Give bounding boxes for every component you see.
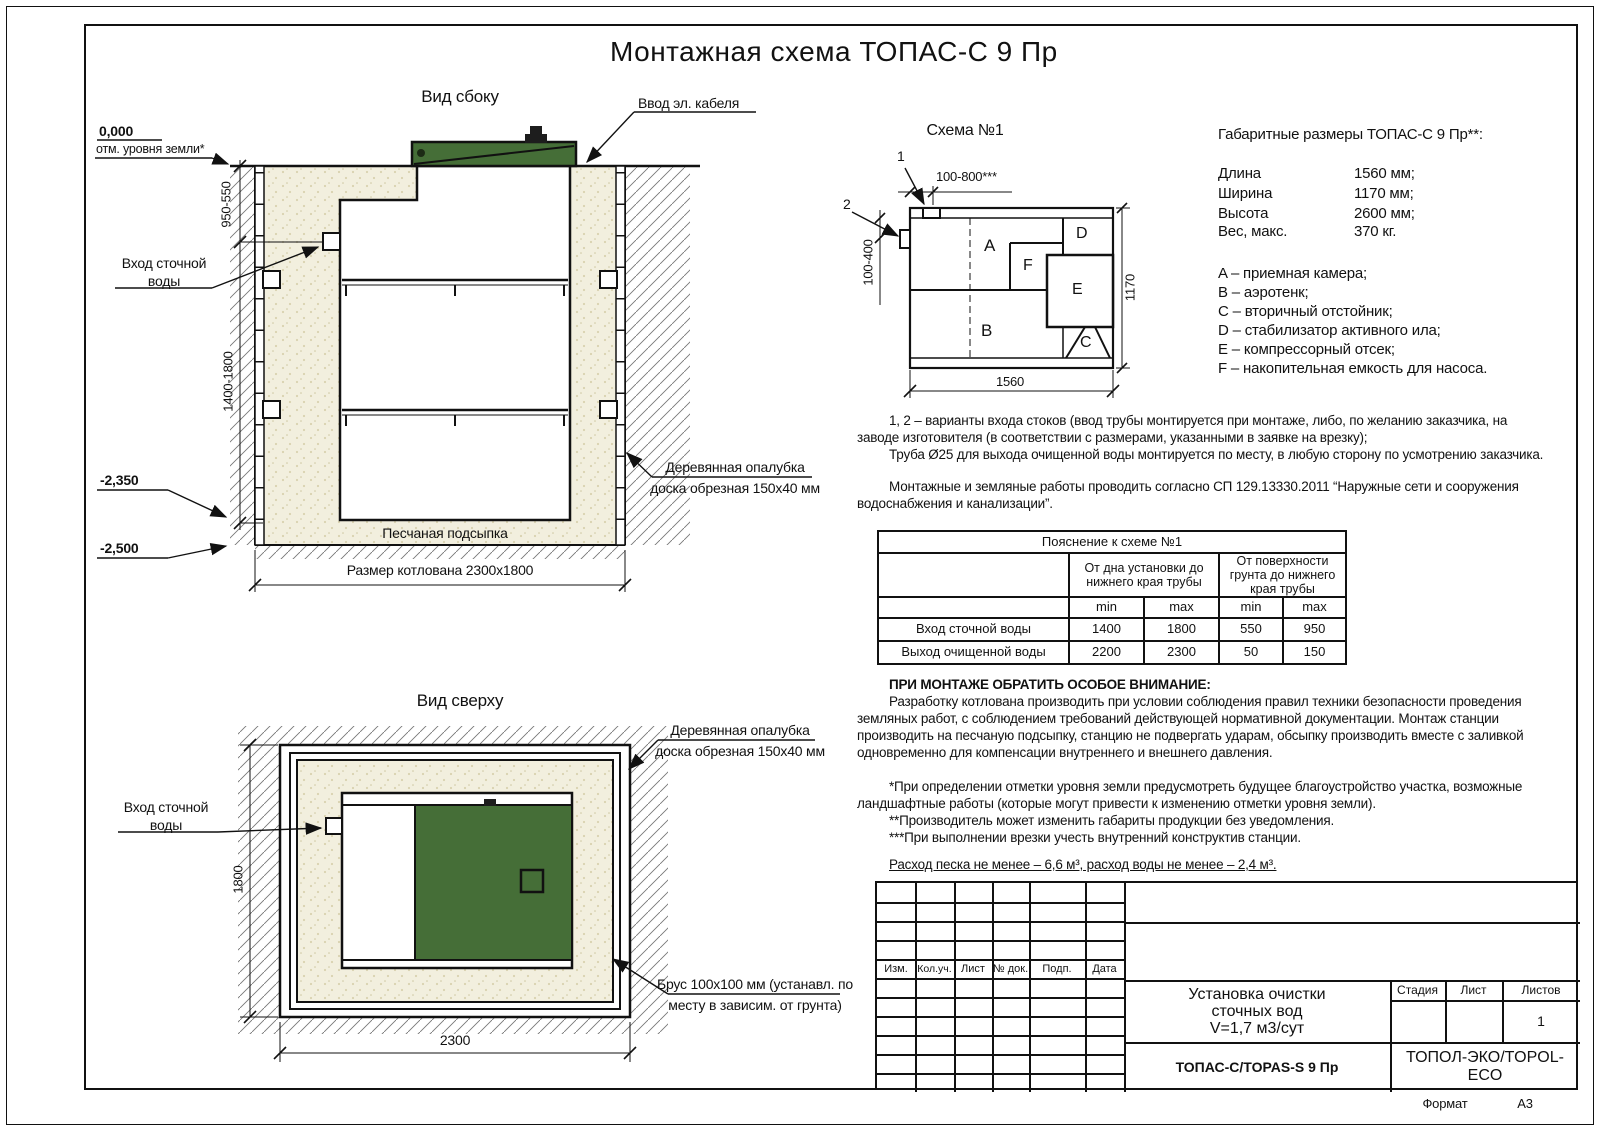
schema-label-d: D: [1076, 225, 1088, 242]
schema-drawing: [852, 168, 1130, 398]
mark-2500: -2,500: [100, 540, 139, 556]
legend-item: D – стабилизатор активного ила;: [1218, 322, 1441, 339]
note-paragraph: 1, 2 – варианты входа стоков (ввод трубы монтируется при монтаже, либо, по желанию заказчика, на заводе изготовителя (в соответствии с размерами, указанными в заявке на врезку);: [857, 413, 1508, 445]
rev-header-list: Лист: [961, 962, 985, 975]
company-name: ТОПОЛ-ЭКО/TOPOL-ECO: [1406, 1049, 1564, 1084]
note-paragraph: Монтажные и земляные работы проводить согласно СП 129.13330.2011 “Наружные сети и сооружения водоснабжения и канализации”.: [857, 479, 1519, 511]
doc-name: Установка очистки сточных вод V=1,7 м3/сут: [1188, 985, 1326, 1037]
sand-bedding-label: Песчаная подсыпка: [382, 525, 508, 541]
table-min-header: min: [1069, 597, 1144, 618]
spec-label: Высота: [1218, 205, 1269, 222]
spec-value: 1560 мм;: [1354, 165, 1415, 182]
table-row: [878, 641, 1346, 664]
inlet-label-side-2: воды: [147, 273, 181, 289]
specs-block: [1218, 126, 1578, 386]
schema-dim-top: 100-800***: [936, 169, 997, 184]
table-max-header: max: [1144, 597, 1219, 618]
notes-variants: [857, 412, 1551, 512]
side-view-drawing: [95, 112, 812, 592]
footnote: ***При выполнении врезки учесть внутренний конструктив станции.: [889, 830, 1301, 845]
beam-label-1: Брус 100x100 мм (устанавл. по: [657, 976, 853, 992]
page-title: Монтажная схема ТОПАС-С 9 Пр: [610, 36, 1058, 67]
footnote: **Производитель может изменить габариты продукции без уведомления.: [889, 813, 1335, 828]
table-min-header: min: [1219, 597, 1283, 618]
table-corner-cell: [878, 553, 1069, 597]
row-value: 950: [1283, 618, 1346, 641]
table-row: [878, 618, 1346, 641]
notes-footnotes: [857, 778, 1551, 846]
notes-attention: [857, 676, 1551, 761]
tank-lid-top: [415, 805, 572, 960]
schema-title: Схема №1: [926, 122, 1004, 139]
table-empty-cell: [878, 597, 1069, 618]
schema-label-b: B: [981, 321, 993, 340]
dim-2300: 2300: [439, 1032, 471, 1048]
row-label: Вход сточной воды: [878, 618, 1069, 641]
schema-label-e: E: [1072, 281, 1083, 298]
row-value: 2300: [1144, 641, 1219, 664]
spec-value: 2600 мм;: [1354, 205, 1415, 222]
inlet-label-top-1: Вход сточной: [123, 799, 209, 815]
inlet-pipe-top: [326, 818, 342, 834]
schema-dim-bottom: 1560: [995, 374, 1025, 389]
lid-hatch-top: [521, 870, 543, 892]
rev-header-koluch: Кол.уч.: [917, 962, 952, 975]
table-group-2: От поверхности грунта до нижнего края трубы: [1219, 553, 1346, 597]
rev-header-podp: Подп.: [1042, 962, 1072, 975]
row-value: 2200: [1069, 641, 1144, 664]
dim-1800: 1800: [230, 865, 246, 894]
row-value: 550: [1219, 618, 1283, 641]
rev-header-ndok: № док.: [992, 962, 1029, 975]
schema-mark-1: 1: [897, 148, 905, 164]
consumption-note: Расход песка не менее – 6,6 м³, расход воды не менее – 2,4 м³.: [889, 857, 1277, 872]
legend-item: A – приемная камера;: [1218, 265, 1368, 282]
cable-entry-label: Ввод эл. кабеля: [638, 95, 740, 111]
side-view-title: Вид сбоку: [421, 87, 499, 106]
schema-inlet-2: [900, 230, 910, 248]
row-value: 1400: [1069, 618, 1144, 641]
schema-label-f: F: [1023, 257, 1033, 274]
spec-label: Ширина: [1218, 185, 1273, 202]
schema-label-c: C: [1080, 334, 1092, 351]
spec-label: Длина: [1218, 165, 1261, 182]
pit-size-label: Размер котлована 2300x1800: [346, 562, 534, 578]
inlet-label-side-1: Вход сточной: [121, 255, 207, 271]
attention-body: Разработку котлована производить при условии соблюдения правил техники безопасности проведения земляных работ, с соблюдением требований действующей нормативной документации. Монтаж станции производить на песчаную подсыпку, станцию не подвергать ударам, обсыпку производить вместе с заливкой одновременно для компенсации внутреннего и внешнего давления.: [857, 694, 1524, 760]
legend-item: E – компрессорный отсек;: [1218, 341, 1395, 358]
table-max-header: max: [1283, 597, 1346, 618]
legend-item: C – вторичный отстойник;: [1218, 303, 1393, 320]
schema-dim-left: 100-400: [860, 239, 876, 286]
footnote: *При определении отметки уровня земли предусмотреть будущее благоустройство участка, возможные ландшафтные работы (которые могут привести к изменению отметки уровня земли).: [857, 779, 1523, 811]
model-name: ТОПАС-С/TOPAS-S 9 Пр: [1175, 1059, 1339, 1075]
earth-hatch-bottom: [255, 545, 625, 559]
inlet-label-top-2: воды: [149, 817, 183, 833]
row-label: Выход очищенной воды: [878, 641, 1069, 664]
tank-body-side: [340, 166, 570, 520]
legend-item: B – аэротенк;: [1218, 284, 1309, 301]
top-view-title: Вид сверху: [416, 691, 504, 710]
title-block: [875, 881, 1578, 1090]
explanation-table: [877, 530, 1347, 665]
spec-label: Вес, макс.: [1218, 223, 1288, 240]
beam-label-2: месту в зависим. от грунта): [668, 997, 842, 1013]
formwork-label-top-1: Деревянная опалубка: [670, 722, 810, 738]
level-mark-2350: [97, 490, 226, 517]
dim-950-550: 950-550: [218, 181, 234, 228]
rev-header-izm: Изм.: [884, 962, 908, 975]
attention-title: ПРИ МОНТАЖЕ ОБРАТИТЬ ОСОБОЕ ВНИМАНИЕ:: [889, 677, 1211, 692]
rev-header-data: Дата: [1092, 962, 1117, 975]
row-value: 150: [1283, 641, 1346, 664]
format-label: Формат: [1422, 1096, 1468, 1111]
table-group-1: От дна установки до нижнего края трубы: [1069, 553, 1219, 597]
schema-mark-2: 2: [843, 196, 851, 212]
legend-item: F – накопительная емкость для насоса.: [1218, 360, 1488, 377]
inlet-pipe-side: [323, 233, 340, 250]
formwork-label-side-1: Деревянная опалубка: [665, 459, 805, 475]
formwork-label-side-2: доска обрезная 150x40 мм: [650, 480, 820, 496]
sheet-header: Лист: [1460, 983, 1487, 997]
zero-level-value: 0,000: [99, 123, 134, 139]
ground-level-note: отм. уровня земли*: [96, 142, 205, 156]
formwork-label-top-2: доска обрезная 150x40 мм: [655, 743, 825, 759]
schema-dim-right: 1170: [1122, 273, 1138, 302]
sheets-value: 1: [1537, 1013, 1545, 1029]
format-value: А3: [1517, 1096, 1533, 1111]
row-value: 1800: [1144, 618, 1219, 641]
spec-value: 370 кг.: [1354, 223, 1397, 240]
spec-value: 1170 мм;: [1354, 185, 1414, 202]
table-title: Пояснение к схеме №1: [878, 531, 1346, 553]
dim-1400-1800: 1400-1800: [220, 351, 236, 412]
row-value: 50: [1219, 641, 1283, 664]
schema-label-a: A: [984, 236, 996, 255]
vent-cap: [525, 134, 547, 143]
schema-inlet-1: [923, 208, 940, 218]
specs-title: Габаритные размеры ТОПАС-С 9 Пр**:: [1218, 126, 1483, 143]
note-paragraph: Труба Ø25 для выхода очищенной воды монтируется по месту, в любую сторону по усмотрению заказчика.: [889, 447, 1544, 462]
sheets-header: Листов: [1521, 983, 1561, 997]
mark-2350: -2,350: [100, 472, 139, 488]
stage-header: Стадия: [1397, 983, 1438, 997]
